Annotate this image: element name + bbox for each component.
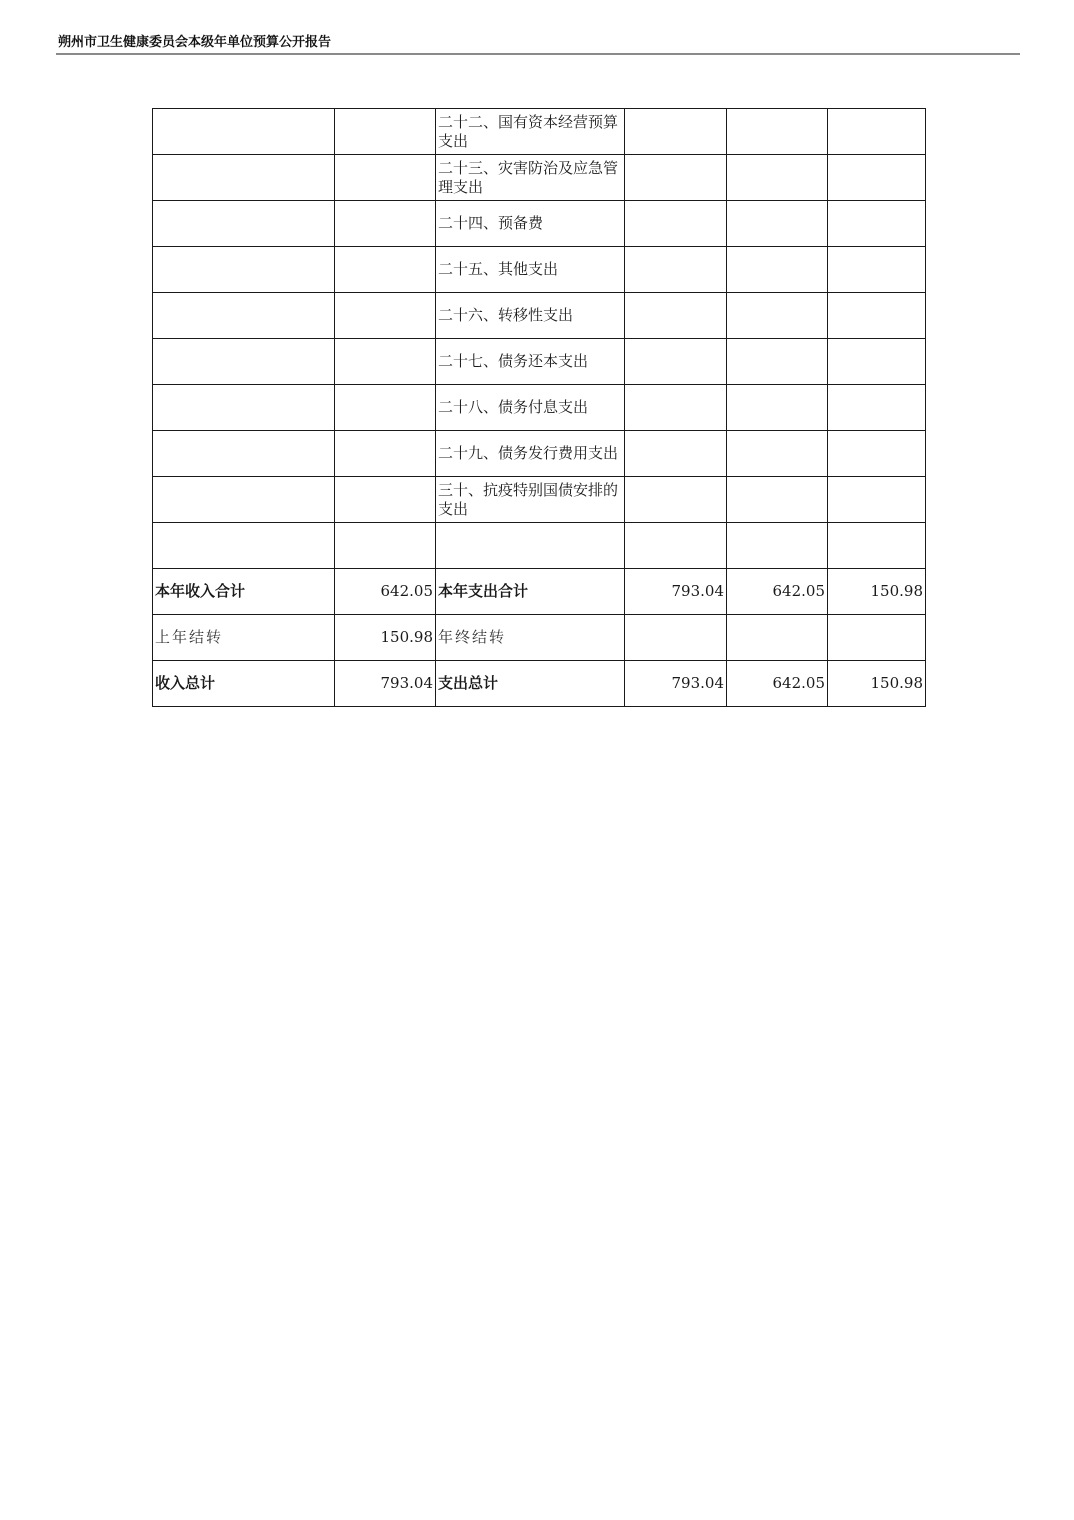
expense-basic-cell bbox=[727, 109, 828, 155]
income-amount-cell bbox=[335, 385, 436, 431]
expense-project-cell bbox=[828, 477, 926, 523]
year-end-carryover-label: 年终结转 bbox=[436, 615, 625, 661]
income-amount-cell bbox=[335, 339, 436, 385]
income-amount-cell bbox=[335, 109, 436, 155]
expense-project-cell bbox=[828, 431, 926, 477]
expense-basic-cell bbox=[727, 293, 828, 339]
expense-project-cell bbox=[828, 109, 926, 155]
expense-total-cell bbox=[625, 339, 727, 385]
current-year-expense-total: 793.04 bbox=[625, 569, 727, 615]
income-amount-cell bbox=[335, 293, 436, 339]
expense-item-cell: 二十四、预备费 bbox=[436, 201, 625, 247]
grand-total-expense-total: 793.04 bbox=[625, 661, 727, 707]
expense-item-cell: 二十七、债务还本支出 bbox=[436, 339, 625, 385]
expense-total-cell bbox=[625, 247, 727, 293]
expense-total-cell bbox=[625, 155, 727, 201]
document-title: 朔州市卫生健康委员会本级年单位预算公开报告 bbox=[58, 35, 332, 50]
expense-project-cell bbox=[828, 247, 926, 293]
expense-item-cell: 二十八、债务付息支出 bbox=[436, 385, 625, 431]
budget-table bbox=[152, 108, 926, 707]
table-row bbox=[153, 293, 926, 339]
current-year-total-row bbox=[153, 569, 926, 615]
income-item-cell bbox=[153, 385, 335, 431]
year-end-carryover-basic bbox=[727, 615, 828, 661]
income-item-cell bbox=[153, 201, 335, 247]
year-end-carryover-project bbox=[828, 615, 926, 661]
income-item-cell bbox=[153, 431, 335, 477]
table-row bbox=[153, 385, 926, 431]
income-amount-cell bbox=[335, 523, 436, 569]
year-end-carryover-total bbox=[625, 615, 727, 661]
expense-item-cell bbox=[436, 523, 625, 569]
income-amount-cell bbox=[335, 201, 436, 247]
expense-total-cell bbox=[625, 201, 727, 247]
expense-total-cell bbox=[625, 293, 727, 339]
expense-project-cell bbox=[828, 385, 926, 431]
income-amount-cell bbox=[335, 431, 436, 477]
expense-total-cell bbox=[625, 523, 727, 569]
expense-basic-cell bbox=[727, 385, 828, 431]
table-row bbox=[153, 523, 926, 569]
page-header bbox=[56, 31, 1020, 55]
grand-total-expense-label: 支出总计 bbox=[436, 661, 625, 707]
current-year-income-label: 本年收入合计 bbox=[153, 569, 335, 615]
expense-basic-cell bbox=[727, 247, 828, 293]
income-amount-cell bbox=[335, 477, 436, 523]
table-row bbox=[153, 431, 926, 477]
expense-basic-cell bbox=[727, 431, 828, 477]
expense-item-cell: 二十九、债务发行费用支出 bbox=[436, 431, 625, 477]
table-row bbox=[153, 339, 926, 385]
income-item-cell bbox=[153, 155, 335, 201]
expense-project-cell bbox=[828, 339, 926, 385]
income-item-cell bbox=[153, 247, 335, 293]
expense-item-cell: 三十、抗疫特别国债安排的支出 bbox=[436, 477, 625, 523]
income-item-cell bbox=[153, 109, 335, 155]
income-amount-cell bbox=[335, 155, 436, 201]
current-year-expense-label: 本年支出合计 bbox=[436, 569, 625, 615]
table-row bbox=[153, 155, 926, 201]
prior-year-carryover-label: 上年结转 bbox=[153, 615, 335, 661]
expense-item-cell: 二十二、国有资本经营预算支出 bbox=[436, 109, 625, 155]
grand-total-row bbox=[153, 661, 926, 707]
expense-total-cell bbox=[625, 431, 727, 477]
expense-basic-cell bbox=[727, 155, 828, 201]
current-year-expense-basic: 642.05 bbox=[727, 569, 828, 615]
income-item-cell bbox=[153, 477, 335, 523]
income-item-cell bbox=[153, 293, 335, 339]
expense-basic-cell bbox=[727, 339, 828, 385]
expense-basic-cell bbox=[727, 477, 828, 523]
expense-project-cell bbox=[828, 523, 926, 569]
expense-total-cell bbox=[625, 477, 727, 523]
income-item-cell bbox=[153, 339, 335, 385]
expense-project-cell bbox=[828, 201, 926, 247]
expense-total-cell bbox=[625, 385, 727, 431]
current-year-expense-project: 150.98 bbox=[828, 569, 926, 615]
table-row bbox=[153, 247, 926, 293]
income-amount-cell bbox=[335, 247, 436, 293]
expense-item-cell: 二十六、转移性支出 bbox=[436, 293, 625, 339]
expense-item-cell: 二十五、其他支出 bbox=[436, 247, 625, 293]
expense-basic-cell bbox=[727, 523, 828, 569]
expense-total-cell bbox=[625, 109, 727, 155]
grand-total-expense-basic: 642.05 bbox=[727, 661, 828, 707]
grand-total-expense-project: 150.98 bbox=[828, 661, 926, 707]
expense-item-cell: 二十三、灾害防治及应急管理支出 bbox=[436, 155, 625, 201]
grand-total-income-label: 收入总计 bbox=[153, 661, 335, 707]
table-row bbox=[153, 477, 926, 523]
grand-total-income-amount: 793.04 bbox=[335, 661, 436, 707]
expense-project-cell bbox=[828, 155, 926, 201]
table-row bbox=[153, 201, 926, 247]
expense-project-cell bbox=[828, 293, 926, 339]
expense-basic-cell bbox=[727, 201, 828, 247]
current-year-income-amount: 642.05 bbox=[335, 569, 436, 615]
prior-year-carryover-amount: 150.98 bbox=[335, 615, 436, 661]
carryover-row bbox=[153, 615, 926, 661]
table-row bbox=[153, 109, 926, 155]
income-item-cell bbox=[153, 523, 335, 569]
